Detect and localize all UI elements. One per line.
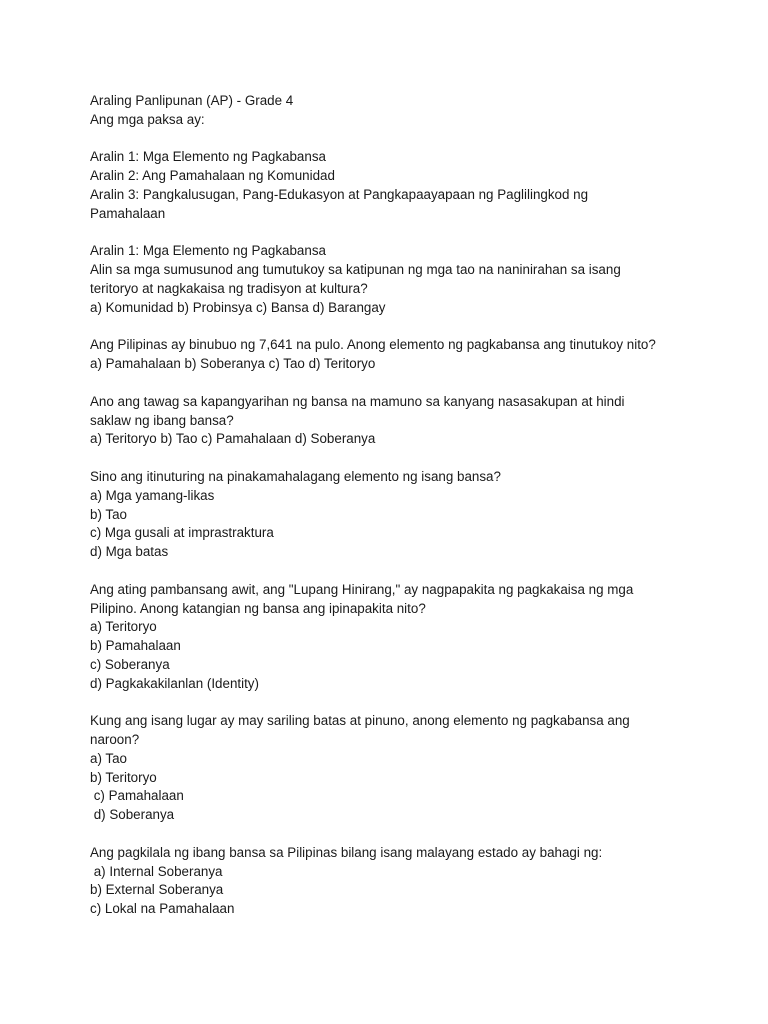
question-2 [90,336,690,374]
question-6 [90,712,690,825]
choice-d: d) Mga batas [90,544,169,560]
spacer [90,449,690,468]
document-header [90,92,690,130]
topic-item-continued: Pamahalaan [90,205,166,221]
question-1 [90,261,690,317]
question-text: Ang Pilipinas ay binubuo ng 7,641 na pulo. Anong elemento ng pagkabansa ang tinutukoy nito? [90,337,656,353]
choice-b: b) External Soberanya [90,882,224,898]
choice-a: a) Internal Soberanya [90,863,223,879]
choice-d: d) Soberanya [90,807,175,823]
topics-intro: Ang mga paksa ay: [90,111,205,127]
question-choices: a) Komunidad b) Probinsya c) Bansa d) Barangay [90,299,386,315]
topic-item: Aralin 2: Ang Pamahalaan ng Komunidad [90,168,335,184]
choice-c: c) Pamahalaan [90,788,184,804]
question-choices: a) Pamahalaan b) Soberanya c) Tao d) Teritoryo [90,356,376,372]
choice-c: c) Soberanya [90,656,170,672]
question-text: saklaw ng ibang bansa? [90,412,234,428]
question-text: Kung ang isang lugar ay may sariling batas at pinuno, anong elemento ng pagkabansa ang [90,713,630,729]
question-text: Ang ating pambansang awit, ang "Lupang Hinirang," ay nagpapakita ng pagkakaisa ng mga [90,581,634,597]
choice-a: a) Teritoryo [90,619,157,635]
topics-list [90,148,690,223]
question-text: naroon? [90,732,140,748]
question-choices: a) Teritoryo b) Tao c) Pamahalaan d) Soberanya [90,431,376,447]
spacer [90,318,690,337]
spacer [90,374,690,393]
question-text: Ano ang tawag sa kapangyarihan ng bansa na mamuno sa kanyang nasasakupan at hindi [90,393,625,409]
spacer [90,130,690,149]
question-text: Pilipino. Anong katangian ng bansa ang ipinapakita nito? [90,600,426,616]
choice-d: d) Pagkakakilanlan (Identity) [90,675,259,691]
section-title: Aralin 1: Mga Elemento ng Pagkabansa [90,243,326,259]
spacer [90,224,690,243]
spacer [90,562,690,581]
choice-c: c) Mga gusali at imprastraktura [90,525,274,541]
question-7 [90,844,690,919]
question-text: Sino ang itinuturing na pinakamahalagang elemento ng isang bansa? [90,468,501,484]
question-text: teritoryo at nagkakaisa ng tradisyon at kultura? [90,280,368,296]
spacer [90,825,690,844]
choice-b: b) Tao [90,506,127,522]
choice-b: b) Pamahalaan [90,638,181,654]
document-title: Araling Panlipunan (AP) - Grade 4 [90,93,294,108]
question-3 [90,393,690,449]
topic-item: Aralin 3: Pangkalusugan, Pang-Edukasyon at Pangkapaayapaan ng Paglilingkod ng [90,186,589,202]
question-text: Ang pagkilala ng ibang bansa sa Pilipinas bilang isang malayang estado ay bahagi ng: [90,844,603,860]
document-page [90,92,690,919]
choice-a: a) Mga yamang-likas [90,487,215,503]
choice-c: c) Lokal na Pamahalaan [90,901,235,917]
topic-item: Aralin 1: Mga Elemento ng Pagkabansa [90,149,326,165]
question-5 [90,581,690,694]
choice-a: a) Tao [90,750,127,766]
question-4 [90,468,690,562]
spacer [90,694,690,713]
question-text: Alin sa mga sumusunod ang tumutukoy sa katipunan ng mga tao na naninirahan sa isang [90,262,621,278]
choice-b: b) Teritoryo [90,769,157,785]
